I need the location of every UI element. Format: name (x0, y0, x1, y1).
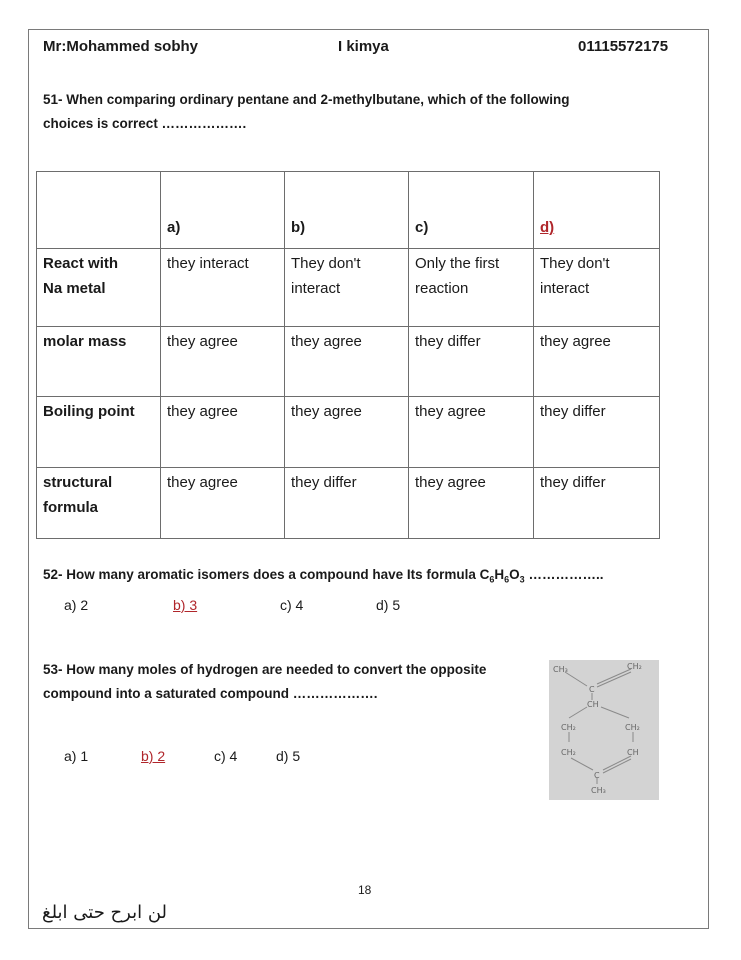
cell-text: they agree (167, 333, 238, 350)
cell-text: they agree (415, 403, 486, 420)
table-cell (285, 397, 409, 468)
diagram-label: CH₂ (561, 723, 576, 732)
structural-formula-diagram (549, 660, 659, 800)
cell-text: They don't (291, 255, 361, 272)
table-cell (534, 468, 660, 539)
question-51-line2: choices is correct ………………. (43, 116, 247, 131)
cell-text: they differ (540, 403, 606, 420)
cell-text: interact (291, 280, 341, 297)
option-label: a) (167, 219, 181, 236)
header-cell-option (409, 172, 534, 249)
choice-b-correct[interactable]: b) 3 (173, 597, 198, 613)
diagram-label: CH₃ (553, 665, 568, 674)
choice-d[interactable]: d) 5 (276, 748, 301, 764)
cell-text: they agree (291, 403, 362, 420)
header-cell-option (161, 172, 285, 249)
formula-o: O (509, 567, 520, 582)
choice-c[interactable]: c) 4 (280, 597, 304, 613)
table-header-row (37, 172, 660, 249)
question-53-line1: 53- How many moles of hydrogen are needed to convert the opposite (43, 662, 487, 677)
table-row (37, 249, 660, 327)
table-cell (534, 327, 660, 397)
table-cell (161, 249, 285, 327)
table-cell (285, 327, 409, 397)
subject-title: I kimya (338, 38, 389, 55)
row-label-line: molar mass (43, 333, 127, 350)
header-cell-option (534, 172, 660, 249)
cell-text: they agree (291, 333, 362, 350)
option-label: d) (540, 219, 555, 236)
diagram-label: C (589, 685, 595, 694)
table-cell (409, 249, 534, 327)
diagram-label: CH₃ (591, 786, 606, 795)
row-label-line: structural (43, 474, 113, 491)
table-cell (161, 397, 285, 468)
row-label-line: Boiling point (43, 403, 135, 420)
header-cell-option (285, 172, 409, 249)
cell-text: they differ (291, 474, 357, 491)
choice-b-correct[interactable]: b) 2 (141, 748, 166, 764)
diagram-label: C (594, 771, 600, 780)
cell-text: they agree (167, 403, 238, 420)
cell-text: they agree (415, 474, 486, 491)
teacher-name: Mr:Mohammed sobhy (43, 38, 199, 55)
diagram-label: CH₂ (561, 748, 576, 757)
comparison-table (36, 171, 660, 539)
cell-text: they agree (540, 333, 611, 350)
page-number: 18 (358, 883, 372, 897)
row-label-line: Na metal (43, 280, 106, 297)
row-label-line: React with (43, 255, 119, 272)
motto-text: لن ابرح حتى ابلغ (42, 902, 168, 923)
diagram-label: CH₂ (625, 723, 640, 732)
table-cell (409, 327, 534, 397)
table-cell (534, 397, 660, 468)
table-cell (534, 249, 660, 327)
question-52 (43, 563, 603, 592)
cell-text: Only the first (415, 255, 500, 272)
table-cell (285, 249, 409, 327)
table-row (37, 468, 660, 539)
cell-text: reaction (415, 280, 469, 297)
choice-d[interactable]: d) 5 (376, 597, 401, 613)
option-label: b) (291, 219, 306, 236)
table-cell (285, 468, 409, 539)
table-cell (161, 327, 285, 397)
question-53 (43, 658, 486, 706)
molecule-drawing (549, 660, 659, 800)
header-cell-empty (37, 172, 161, 249)
formula-h: H (494, 567, 505, 582)
table-cell (409, 468, 534, 539)
question-52-text: 52- How many aromatic isomers does a compound have Its formula C (43, 567, 490, 582)
table-cell (409, 397, 534, 468)
choice-c[interactable]: c) 4 (214, 748, 238, 764)
choice-a[interactable]: a) 2 (64, 597, 89, 613)
cell-text: they interact (167, 255, 249, 272)
row-label (37, 397, 161, 468)
subscript: 6 (504, 574, 510, 585)
answer-dots: …………….. (524, 567, 604, 582)
option-label: c) (415, 219, 429, 236)
subscript: 6 (489, 574, 495, 585)
row-label (37, 249, 161, 327)
table-row (37, 397, 660, 468)
diagram-label: CH₂ (627, 662, 642, 671)
phone-number: 01115572175 (578, 38, 669, 55)
table-row (37, 327, 660, 397)
question-51-line1: 51- When comparing ordinary pentane and 2-methylbutane, which of the following (43, 92, 570, 107)
choice-a[interactable]: a) 1 (64, 748, 89, 764)
row-label (37, 468, 161, 539)
row-label (37, 327, 161, 397)
diagram-label: CH (627, 748, 639, 757)
row-label-line: formula (43, 499, 99, 516)
cell-text: They don't (540, 255, 610, 272)
question-53-line2: compound into a saturated compound ………………. (43, 686, 378, 701)
cell-text: interact (540, 280, 590, 297)
diagram-label: CH (587, 700, 599, 709)
cell-text: they differ (540, 474, 606, 491)
cell-text: they agree (167, 474, 238, 491)
subscript: 3 (519, 574, 525, 585)
question-51 (43, 88, 570, 136)
table-cell (161, 468, 285, 539)
cell-text: they differ (415, 333, 481, 350)
